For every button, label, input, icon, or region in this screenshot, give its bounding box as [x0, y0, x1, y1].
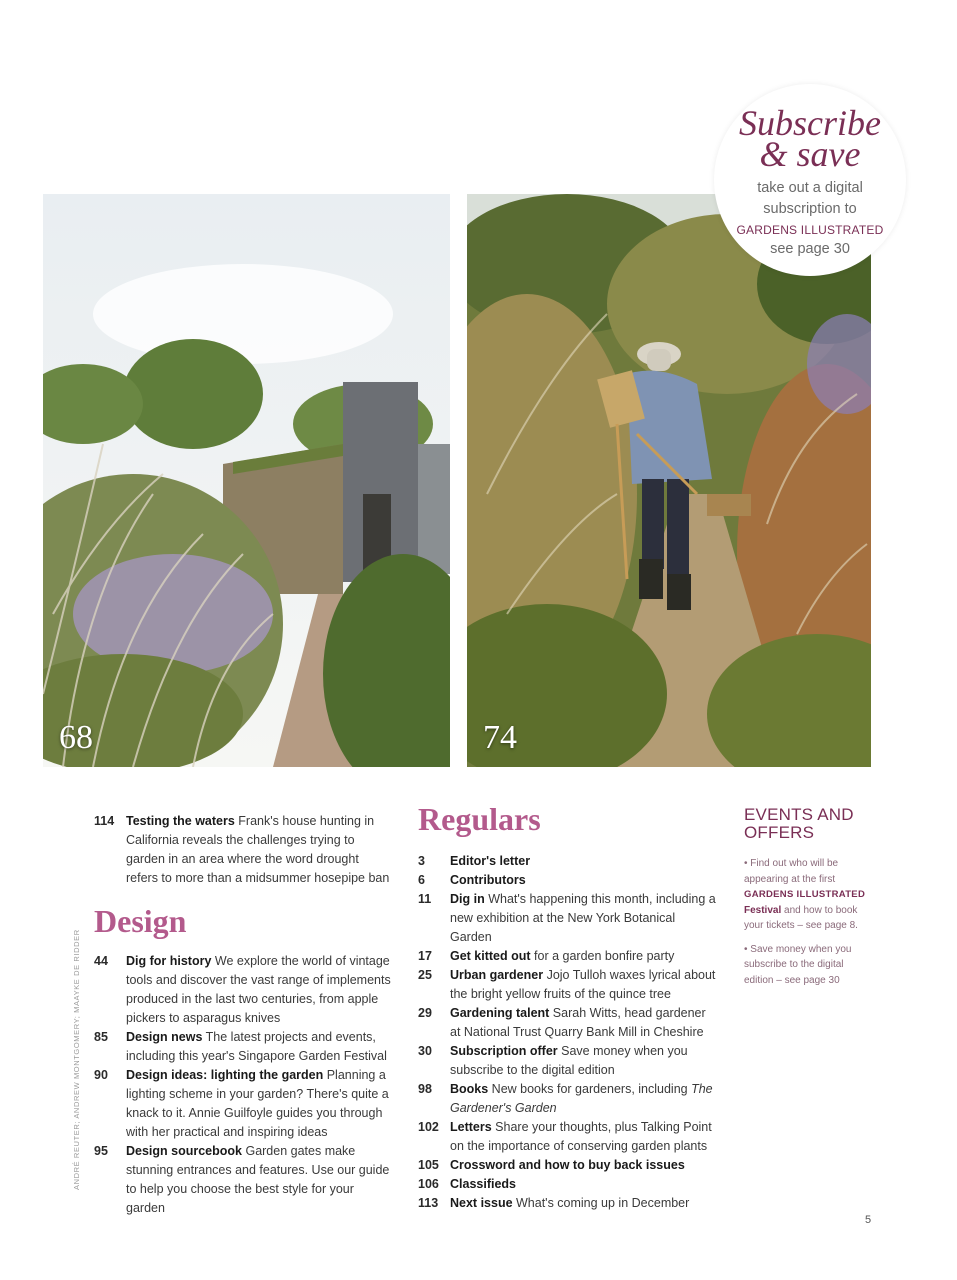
entry-text	[126, 1028, 394, 1066]
entry-text	[450, 1175, 718, 1194]
entry-title: Testing the waters	[126, 814, 235, 828]
events-heading	[744, 806, 869, 842]
entry-text	[450, 890, 718, 947]
entry-text	[450, 1118, 718, 1156]
design-heading: Design	[94, 903, 187, 939]
entry-title: Gardening talent	[450, 1006, 550, 1020]
entry-page-number: 3	[418, 854, 425, 868]
subscribe-title: Subscribe	[739, 103, 881, 143]
photo-page-number: 74	[483, 719, 517, 756]
events-column	[744, 806, 869, 996]
entry-text	[450, 947, 718, 966]
event-item-subscribe[interactable]: • Save money when you subscribe to the digital edition – see page 30	[744, 943, 852, 986]
subscribe-badge[interactable]	[714, 84, 906, 276]
contents-entry[interactable]	[418, 1080, 718, 1118]
painter-path-illustration	[467, 194, 871, 767]
entry-title: Subscription offer	[450, 1044, 558, 1058]
contents-left-column	[94, 812, 394, 1218]
entry-page-number: 11	[418, 892, 432, 906]
entry-text	[126, 952, 394, 1028]
entry-description: Planning a lighting scheme in your garden? There's quite a knack to it. Annie Guilfoyle guides you through with her practical and inspiring ideas	[126, 1068, 389, 1139]
contents-entry[interactable]	[418, 852, 718, 871]
event-festival: Festival	[744, 904, 782, 916]
entry-title: Design sourcebook	[126, 1144, 242, 1158]
entry-title: Classifieds	[450, 1177, 517, 1191]
contents-entry[interactable]	[418, 1156, 718, 1175]
entry-page-number: 102	[418, 1120, 439, 1134]
entry-title: Urban gardener	[450, 968, 544, 982]
entry-description: The latest projects and events, including this year's Singapore Garden Festival	[126, 1030, 387, 1063]
entry-page-number: 30	[418, 1044, 432, 1058]
entry-text	[126, 1066, 394, 1142]
garden-building-illustration	[43, 194, 450, 767]
entry-text	[126, 1142, 394, 1218]
contents-entry[interactable]	[418, 1194, 718, 1213]
entry-title: Next issue	[450, 1196, 513, 1210]
contents-entry[interactable]	[94, 952, 394, 1028]
entry-page-number: 114	[94, 814, 115, 828]
entry-description: Save money when you subscribe to the digital edition	[450, 1044, 688, 1077]
contents-entry[interactable]	[418, 1118, 718, 1156]
entry-title: Letters	[450, 1120, 492, 1134]
entry-text	[450, 1004, 718, 1042]
entry-text	[450, 1156, 718, 1175]
design-list	[94, 952, 394, 1218]
entry-text	[450, 1042, 718, 1080]
regulars-heading: Regulars	[418, 801, 541, 837]
entry-title: Books	[450, 1082, 489, 1096]
contents-entry[interactable]	[418, 1042, 718, 1080]
contents-entry[interactable]	[418, 1175, 718, 1194]
entry-page-number: 113	[418, 1196, 439, 1210]
photo-painter-path	[467, 194, 871, 767]
contents-middle-column	[418, 800, 718, 1213]
events-heading-line-2: OFFERS	[744, 823, 815, 842]
entry-description: Sarah Witts, head gardener at National Trust Quarry Bank Mill in Cheshire	[450, 1006, 706, 1039]
entry-page-number: 95	[94, 1144, 108, 1158]
entry-description: Jojo Tulloh waxes lyrical about the bright yellow fruits of the quince tree	[450, 968, 716, 1001]
event-brand: GARDENS ILLUSTRATED	[744, 889, 866, 900]
entry-description: New books for gardeners, including	[488, 1082, 692, 1096]
entry-page-number: 29	[418, 1006, 432, 1020]
entry-title: Crossword and how to buy back issues	[450, 1158, 685, 1172]
features-list	[94, 812, 394, 888]
contents-entry[interactable]	[94, 812, 394, 888]
entry-title: Contributors	[450, 873, 526, 887]
subscribe-line-2: subscription to	[763, 201, 857, 217]
contents-entry[interactable]	[418, 966, 718, 1004]
subscribe-line-1: take out a digital	[757, 180, 863, 196]
contents-entry[interactable]	[94, 1142, 394, 1218]
entry-description: We explore the world of vintage tools and discover the vast range of implements produced in the last two centuries, from apple pickers to asparagus knives	[126, 954, 391, 1025]
entry-page-number: 105	[418, 1158, 439, 1172]
entry-title: Get kitted out	[450, 949, 531, 963]
entry-description: What's coming up in December	[512, 1196, 690, 1210]
entry-title: Design news	[126, 1030, 203, 1044]
entry-text	[450, 1194, 718, 1213]
entry-title: Editor's letter	[450, 854, 531, 868]
entry-title: Dig in	[450, 892, 485, 906]
entry-page-number: 25	[418, 968, 432, 982]
entry-page-number: 98	[418, 1082, 432, 1096]
regulars-list	[418, 852, 718, 1213]
contents-entry[interactable]	[418, 1004, 718, 1042]
entry-description: What's happening this month, including a new exhibition at the New York Botanical Garden	[450, 892, 716, 944]
photo-page-number: 68	[59, 719, 93, 756]
page-number: 5	[865, 1214, 872, 1226]
entry-description: Frank's house hunting in California reveals the challenges trying to garden in an area where the word drought refers to more than a midsummer hosepipe ban	[126, 814, 390, 885]
entry-text	[450, 871, 718, 890]
entry-text	[450, 966, 718, 1004]
events-heading-line-1: EVENTS AND	[744, 805, 854, 824]
contents-entry[interactable]	[94, 1066, 394, 1142]
entry-text	[450, 852, 718, 871]
entry-page-number: 6	[418, 873, 425, 887]
entry-page-number: 90	[94, 1068, 108, 1082]
entry-text	[126, 812, 394, 888]
entry-text	[450, 1080, 718, 1118]
contents-entry[interactable]	[418, 871, 718, 890]
subscribe-brand: GARDENS ILLUSTRATED	[736, 223, 884, 237]
subscribe-title-2: & save	[759, 134, 861, 174]
event-text: • Find out who will be appearing at the first	[744, 858, 839, 885]
event-item-festival[interactable]	[744, 856, 869, 934]
photo-credit: ANDRÉ REUTER; ANDREW MONTGOMERY; MAAYKE DE RIDDER	[72, 929, 81, 1190]
contents-entry[interactable]	[94, 1028, 394, 1066]
photo-garden-building	[43, 194, 450, 767]
entry-page-number: 17	[418, 949, 432, 963]
entry-description: Garden gates make stunning entrances and features. Use our guide to help you choose the best style for your garden	[126, 1144, 390, 1215]
entry-title: Design ideas: lighting the garden	[126, 1068, 324, 1082]
entry-page-number: 85	[94, 1030, 108, 1044]
entry-description: for a garden bonfire party	[530, 949, 675, 963]
entry-page-number: 44	[94, 954, 108, 968]
contents-entry[interactable]	[418, 947, 718, 966]
entry-title: Dig for history	[126, 954, 212, 968]
contents-entry[interactable]	[418, 890, 718, 947]
subscribe-page-ref: see page 30	[770, 241, 850, 257]
entry-italic-title: The Gardener's Garden	[450, 1082, 713, 1115]
entry-page-number: 106	[418, 1177, 439, 1191]
entry-description: Share your thoughts, plus Talking Point on the importance of conserving garden plants	[450, 1120, 712, 1153]
event-text-end: and how to book your tickets – see page 8.	[744, 904, 858, 931]
